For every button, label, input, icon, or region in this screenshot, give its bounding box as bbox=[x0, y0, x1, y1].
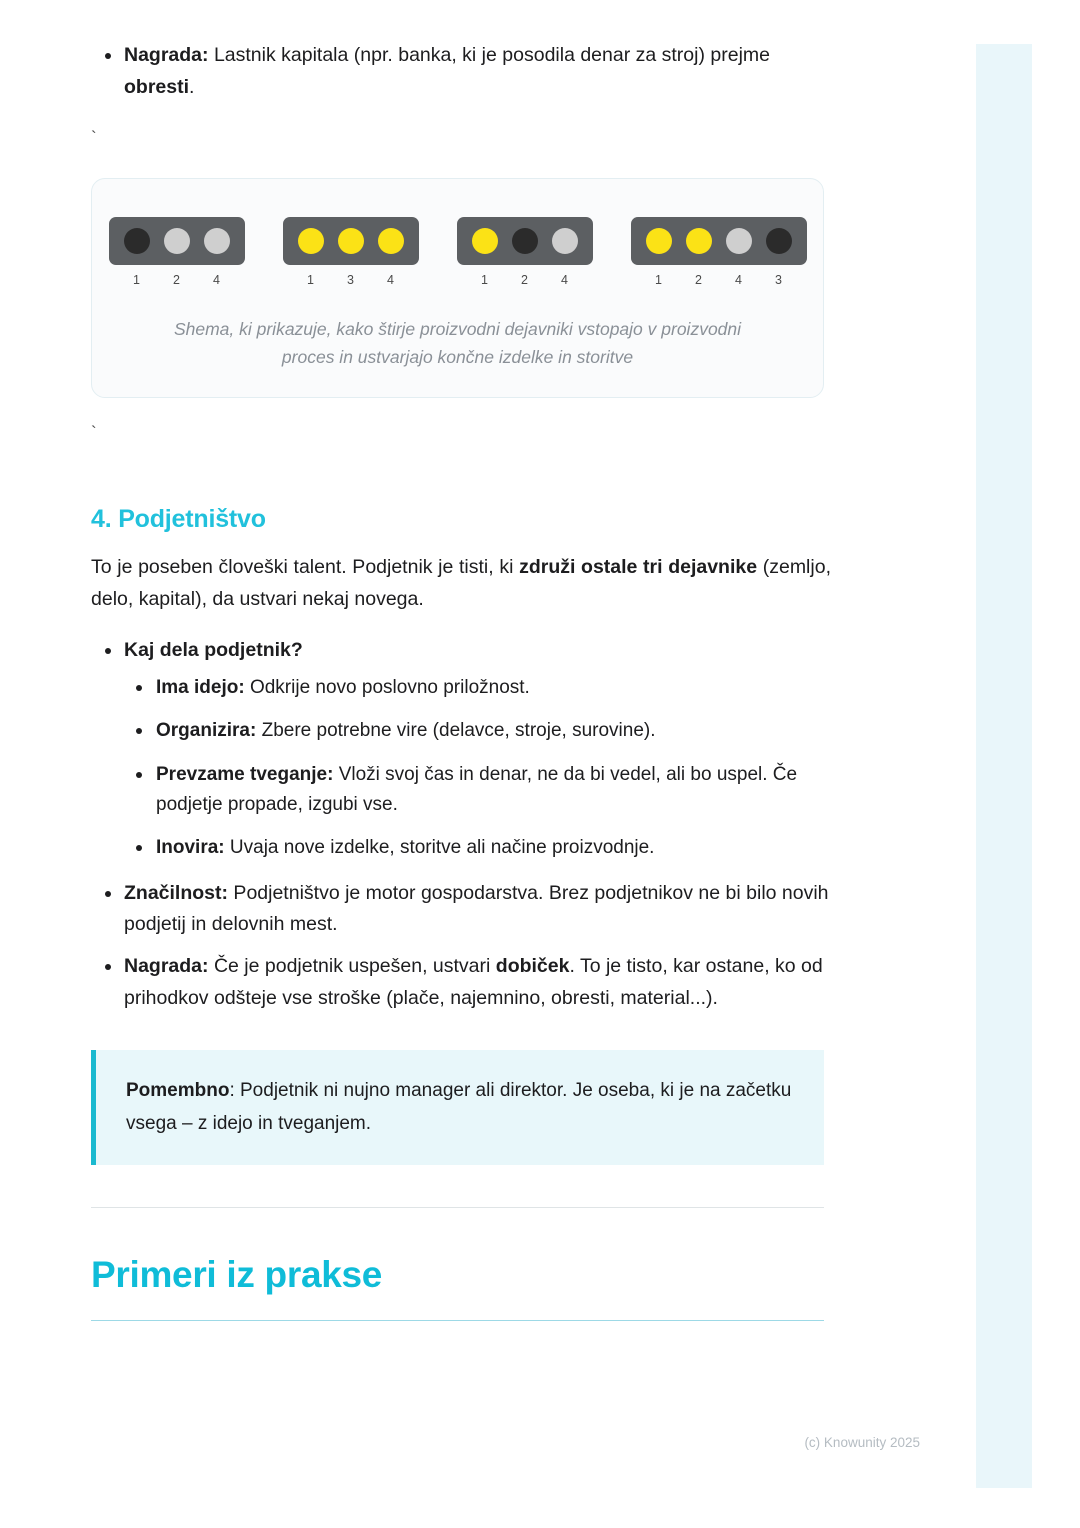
sub-bullet-label: Organizira: bbox=[156, 720, 257, 742]
dice-group bbox=[457, 217, 593, 287]
sub-bullet-label: Inovira: bbox=[156, 837, 225, 859]
dice-label: 3 bbox=[775, 273, 782, 288]
bullet-label: Značilnost: bbox=[124, 881, 229, 904]
section-heading: 4. Podjetništvo bbox=[91, 505, 266, 534]
sub-bullet-text: Uvaja nove izdelke, storitve ali načine proizvodnje. bbox=[224, 837, 655, 859]
document-content bbox=[91, 40, 831, 1321]
intro-part-1: To je poseben človeški talent. Podjetnik je tisti, ki bbox=[91, 556, 520, 579]
dice-labels bbox=[109, 265, 245, 287]
dot-icon bbox=[686, 228, 712, 254]
list-item bbox=[124, 833, 831, 863]
footer-copyright: (c) Knowunity 2025 bbox=[804, 1435, 920, 1450]
list-item bbox=[91, 878, 831, 941]
dice-label: 1 bbox=[133, 273, 140, 288]
figure-caption: Shema, ki prikazuje, kako štirje proizvodni dejavniki vstopajo v proizvodni proces in ustvarjajo končne izdelke in storitve bbox=[173, 319, 742, 368]
heading-underline bbox=[91, 1320, 824, 1321]
sub-bullet-text: Zbere potrebne vire (delavce, stroje, surovine). bbox=[256, 720, 656, 742]
dice-label: 2 bbox=[173, 273, 180, 288]
dot-icon bbox=[512, 228, 538, 254]
dot-icon bbox=[298, 228, 324, 254]
dice-label: 1 bbox=[307, 273, 314, 288]
list-item bbox=[124, 673, 831, 703]
dice-row bbox=[116, 209, 799, 287]
bullet-label: Nagrada: bbox=[124, 955, 209, 977]
bullet-text-b: . To je tisto, kar ostane, ko od prihodkov odšteje vse stroške (plače, najemnino, obresti, material...). bbox=[124, 955, 823, 1009]
dice-frame bbox=[457, 217, 593, 265]
dice-label: 4 bbox=[213, 273, 220, 288]
dot-icon bbox=[726, 228, 752, 254]
dice-group bbox=[109, 217, 245, 287]
sub-bullet-text: Odkrije novo poslovno priložnost. bbox=[244, 676, 530, 698]
bullet-label: Nagrada: bbox=[124, 44, 209, 66]
divider bbox=[91, 1207, 824, 1208]
section-bullet-list bbox=[91, 635, 831, 1014]
list-item bbox=[91, 635, 831, 864]
tick-mark-1: ` bbox=[91, 128, 97, 148]
dice-label: 3 bbox=[347, 273, 354, 288]
dice-label: 4 bbox=[561, 273, 568, 288]
dot-icon bbox=[164, 228, 190, 254]
sub-bullet-label: Prevzame tveganje: bbox=[156, 763, 334, 785]
dice-group bbox=[631, 217, 807, 287]
dice-frame bbox=[631, 217, 807, 265]
dot-icon bbox=[552, 228, 578, 254]
bullet-label: Kaj dela podjetnik? bbox=[124, 639, 303, 662]
list-item bbox=[91, 40, 831, 103]
sub-bullet-text: Vloži svoj čas in denar, ne da bi vedel, ali bo uspel. Če podjetje propade, izgubi vse. bbox=[156, 763, 798, 816]
figure-card bbox=[91, 178, 824, 398]
callout-text: : Podjetnik ni nujno manager ali direktor. Je oseba, ki je na začetku vsega – z idejo in tveganjem. bbox=[126, 1080, 792, 1135]
sub-bullet-list bbox=[124, 673, 831, 864]
top-bullet-list bbox=[91, 40, 831, 103]
dot-icon bbox=[646, 228, 672, 254]
section-intro bbox=[91, 552, 831, 615]
bullet-text-a: Če je podjetnik uspešen, ustvari bbox=[208, 955, 496, 977]
dot-icon bbox=[378, 228, 404, 254]
list-item bbox=[91, 951, 831, 1014]
bullet-bold-inline: dobiček bbox=[495, 955, 570, 977]
callout-label: Pomembno bbox=[126, 1080, 230, 1102]
dice-labels bbox=[631, 265, 807, 287]
bullet-text: Podjetništvo je motor gospodarstva. Brez podjetnikov ne bi bilo novih podjetij in delovnih mest. bbox=[124, 881, 829, 936]
dot-icon bbox=[124, 228, 150, 254]
intro-bold: združi ostale tri dejavnike bbox=[519, 556, 758, 579]
dice-label: 2 bbox=[521, 273, 528, 288]
list-item bbox=[124, 760, 831, 821]
dice-label: 4 bbox=[387, 273, 394, 288]
dice-group bbox=[283, 217, 419, 287]
dice-frame bbox=[283, 217, 419, 265]
dot-icon bbox=[472, 228, 498, 254]
dot-icon bbox=[766, 228, 792, 254]
right-side-band bbox=[976, 44, 1032, 1488]
bullet-text-after: . bbox=[189, 75, 195, 98]
bullet-text-before: Lastnik kapitala (npr. banka, ki je posodila denar za stroj) prejme bbox=[208, 44, 770, 66]
callout-box bbox=[91, 1050, 824, 1165]
tick-mark-2: ` bbox=[91, 423, 97, 443]
sub-bullet-label: Ima idejo: bbox=[156, 676, 245, 698]
examples-heading: Primeri iz prakse bbox=[91, 1253, 383, 1295]
dice-label: 1 bbox=[481, 273, 488, 288]
dice-label: 2 bbox=[695, 273, 702, 288]
dice-label: 1 bbox=[655, 273, 662, 288]
dot-icon bbox=[338, 228, 364, 254]
dice-label: 4 bbox=[735, 273, 742, 288]
dice-labels bbox=[283, 265, 419, 287]
dice-labels bbox=[457, 265, 593, 287]
dot-icon bbox=[204, 228, 230, 254]
intro-part-2: (zemljo, delo, kapital), da ustvari nekaj novega. bbox=[91, 556, 831, 610]
dice-frame bbox=[109, 217, 245, 265]
list-item bbox=[124, 716, 831, 746]
bullet-bold-word: obresti bbox=[124, 75, 190, 98]
